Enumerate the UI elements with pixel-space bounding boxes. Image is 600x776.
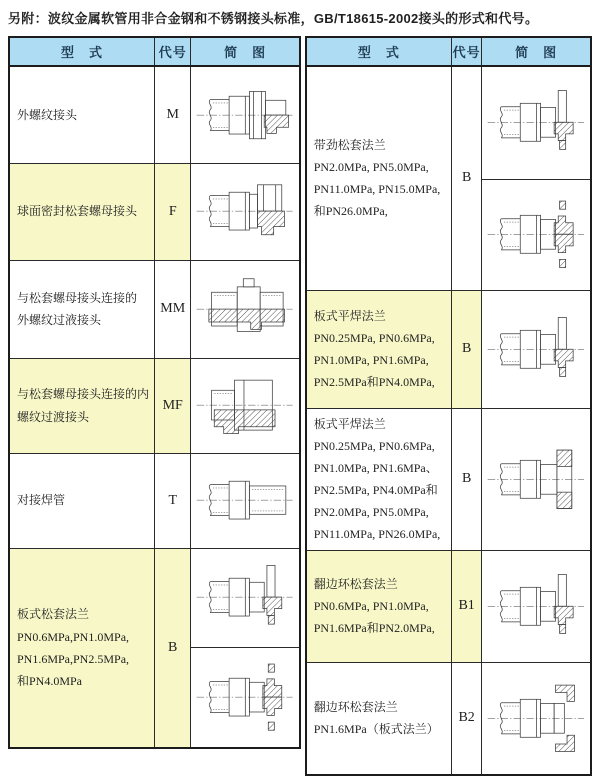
type-line: PN2.0MPa, PN5.0MPa, xyxy=(313,160,429,175)
header-row xyxy=(306,37,591,66)
code-cell: M xyxy=(155,66,191,163)
code-cell: B xyxy=(451,408,481,550)
type-line: 板式平焊法兰 xyxy=(313,308,386,323)
type-line: 带劲松套法兰 xyxy=(313,137,386,152)
diagram-cell xyxy=(191,260,300,358)
table-row xyxy=(9,163,300,260)
diagram-cell xyxy=(482,179,591,290)
diagram-male-thread-fitting xyxy=(194,78,295,152)
type-line: 翻边环松套法兰 xyxy=(313,576,398,591)
table-row xyxy=(9,548,300,647)
type-line: PN0.6MPa, PN1.0MPa, xyxy=(313,599,429,614)
type-cell xyxy=(9,453,155,548)
code-cell: F xyxy=(155,163,191,260)
diagram-cell xyxy=(482,290,591,408)
type-cell xyxy=(306,550,452,662)
table-row xyxy=(9,260,300,358)
diagram-symmetric-weld-flange xyxy=(485,442,587,517)
fittings-table-left-slot xyxy=(8,36,301,749)
diagram-flanged-ring-loose-flange xyxy=(485,569,587,644)
diagram-spherical-seal-loose-nut-fitting xyxy=(194,174,295,248)
type-line: PN2.5MPa, PN4.0MPa和 xyxy=(313,483,438,498)
diagram-cell xyxy=(191,163,300,260)
code-cell: B xyxy=(155,548,191,748)
type-cell xyxy=(306,290,452,408)
col-header-type: 型 式 xyxy=(9,37,155,66)
code-cell: MM xyxy=(155,260,191,358)
type-line: 对接焊管 xyxy=(17,493,66,508)
col-header-diagram: 简 图 xyxy=(191,37,300,66)
type-line: PN0.25MPa, PN0.6MPa, xyxy=(313,438,435,453)
page-title: 另附：波纹金属软管用非合金钢和不锈钢接头标准，GB/T18615-2002接头的形式和代号。 xyxy=(8,11,539,26)
code-cell: B2 xyxy=(451,662,481,775)
diagram-cell xyxy=(191,66,300,163)
table-row xyxy=(306,408,591,550)
diagram-cell xyxy=(482,408,591,550)
type-line: 板式松套法兰 xyxy=(17,607,90,622)
fittings-table-right xyxy=(305,36,592,776)
diagram-female-thread-adapter-socket xyxy=(194,368,295,442)
diagram-flanged-ring-plate-flange xyxy=(485,681,587,756)
diagram-plate-loose-flange-top xyxy=(194,560,295,634)
type-line: PN0.6MPa,PN1.0MPa, xyxy=(17,629,130,644)
type-line: PN1.0MPa, PN1.6MPa、 xyxy=(313,460,438,475)
diagram-neck-loose-flange-top xyxy=(485,85,587,160)
code-cell: MF xyxy=(155,358,191,453)
table-row xyxy=(306,550,591,662)
diagram-male-thread-adapter-nipple xyxy=(194,272,295,346)
table-row xyxy=(306,290,591,408)
code-cell: B xyxy=(451,290,481,408)
table-row xyxy=(306,66,591,179)
type-line: 和PN4.0MPa xyxy=(17,673,83,688)
diagram-cell xyxy=(482,66,591,179)
diagram-cell xyxy=(191,548,300,647)
type-cell xyxy=(306,408,452,550)
diagram-cell xyxy=(482,662,591,775)
type-line: PN0.25MPa, PN0.6MPa, xyxy=(313,330,435,345)
type-line: 球面密封松套螺母接头 xyxy=(17,204,138,219)
header-row xyxy=(9,37,300,66)
col-header-code: 代号 xyxy=(451,37,481,66)
diagram-cell xyxy=(191,647,300,748)
type-line: 和PN26.0MPa, xyxy=(313,204,388,219)
table-row xyxy=(9,66,300,163)
table-row xyxy=(9,453,300,548)
type-line: PN2.5MPa和PN4.0MPa, xyxy=(313,375,435,390)
fittings-tables-container xyxy=(8,36,592,776)
table-row xyxy=(9,358,300,453)
fittings-table-right-slot xyxy=(305,36,592,776)
diagram-butt-weld-pipe xyxy=(194,463,295,537)
type-line: PN1.6MPa,PN2.5MPa, xyxy=(17,651,130,666)
col-header-diagram: 简 图 xyxy=(482,37,591,66)
type-line: 板式平焊法兰 xyxy=(313,416,386,431)
type-cell xyxy=(306,66,452,290)
type-line: PN11.0MPa, PN15.0MPa, xyxy=(313,182,441,197)
type-cell xyxy=(9,163,155,260)
type-line: 外螺纹过液接头 xyxy=(17,313,102,327)
code-cell: T xyxy=(155,453,191,548)
type-cell xyxy=(9,548,155,748)
type-cell xyxy=(9,66,155,163)
col-header-code: 代号 xyxy=(155,37,191,66)
type-line: PN2.0MPa, PN5.0MPa, xyxy=(313,505,429,520)
diagram-plate-loose-flange-bottom xyxy=(194,660,295,734)
fittings-table-left xyxy=(8,36,301,749)
code-cell: B1 xyxy=(451,550,481,662)
diagram-cell xyxy=(482,550,591,662)
diagram-plate-weld-flange xyxy=(485,312,587,387)
diagram-cell xyxy=(191,453,300,548)
type-line: PN1.6MPa和PN2.0MPa, xyxy=(313,621,435,636)
type-line: PN1.6MPa（板式法兰） xyxy=(313,722,439,737)
type-line: PN11.0MPa, PN26.0MPa, xyxy=(313,527,441,542)
type-cell xyxy=(9,260,155,358)
col-header-type: 型 式 xyxy=(306,37,452,66)
type-line: PN1.0MPa, PN1.6MPa, xyxy=(313,353,429,367)
diagram-cell xyxy=(191,358,300,453)
code-cell: B xyxy=(451,66,481,290)
diagram-neck-loose-flange-bottom xyxy=(485,197,587,272)
type-cell xyxy=(9,358,155,453)
type-line: 与松套螺母接头连接的内 xyxy=(17,387,150,402)
type-line: 与松套螺母接头连接的 xyxy=(17,290,138,305)
type-line: 外螺纹接头 xyxy=(17,107,78,122)
type-line: 翻边环松套法兰 xyxy=(313,700,398,715)
type-line: 螺纹过渡接头 xyxy=(17,409,90,424)
type-cell xyxy=(306,662,452,775)
table-row xyxy=(306,662,591,775)
